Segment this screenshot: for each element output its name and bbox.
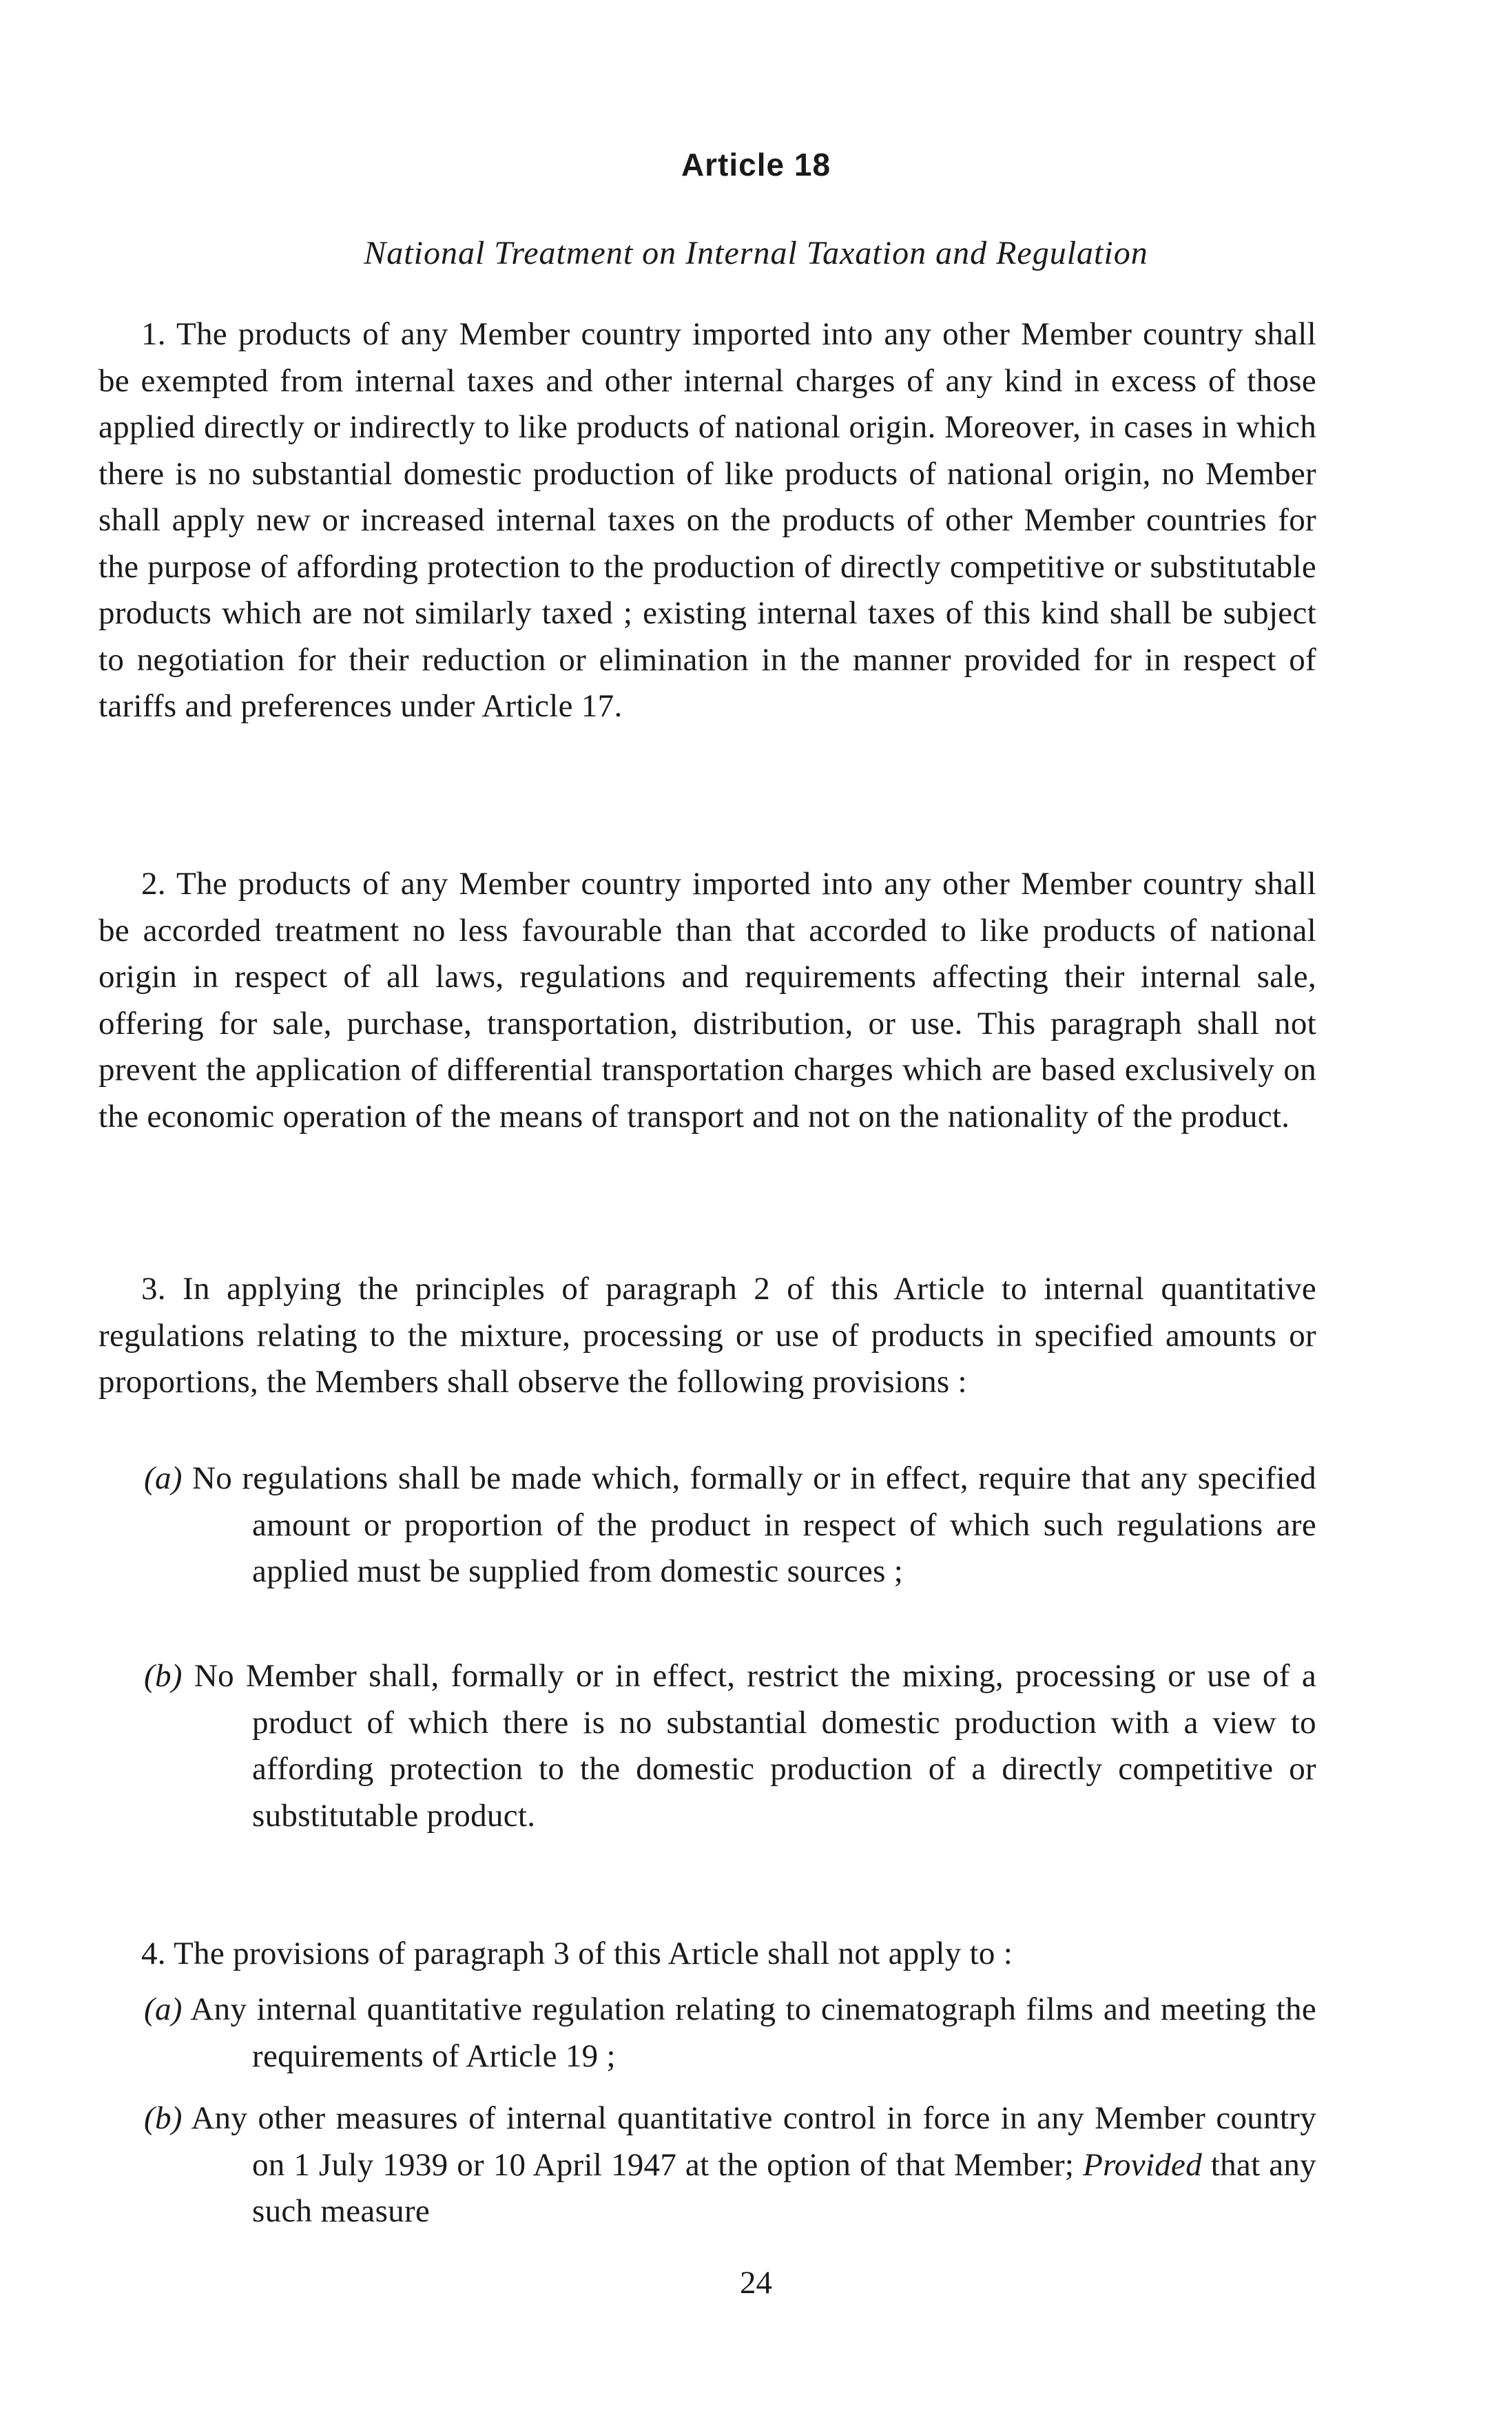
paragraph-3a [99, 1455, 1316, 1595]
paragraph-4a-label: (a) [144, 1991, 183, 2027]
paragraph-4-text: 4. The provisions of paragraph 3 of this Article shall not apply to : [141, 1936, 1013, 1971]
paragraph-4b-text-end: that any such measure [252, 2146, 1316, 2229]
paragraph-4 [99, 1931, 1316, 1978]
paragraph-1-text: 1. The products of any Member country imported into any other Member country shall be exempted from internal taxes and other internal charges of any kind in excess of those applied directly or indirectly to like products of national origin. Moreover, in cases in which there is no substantial domestic production of like products of national origin, no Member shall apply new or increased internal taxes on the products of other Member countries for the purpose of affording protection to the production of directly competitive or substitutable products which are not similarly taxed ; existing internal taxes of this kind shall be subject to negotiation for their reduction or elimination in the manner provided for in respect of tariffs and preferences under Article 17. [99, 316, 1316, 724]
paragraph-3a-label: (a) [144, 1460, 183, 1496]
article-subtitle: National Treatment on Internal Taxation and Regulation [364, 235, 1148, 271]
paragraph-3-text: 3. In applying the principles of paragraph 2 of this Article to internal quantitative regulations relating to the mixture, processing or use of products in specified amounts or proportions, the Members shall observe the following provisions : [99, 1271, 1316, 1400]
paragraph-2-text: 2. The products of any Member country imported into any other Member country shall be accorded treatment no less favourable than that accorded to like products of national origin in respect of all laws, regulations and requirements affecting their internal sale, offering for sale, purchase, transportation, distribution, or use. This paragraph shall not prevent the application of differential transportation charges which are based exclusively on the economic operation of the means of transport and not on the nationality of the product. [99, 866, 1316, 1134]
paragraph-3 [99, 1266, 1316, 1406]
paragraph-4a [99, 1987, 1316, 2080]
paragraph-4b-emphasis: Provided [1083, 2146, 1202, 2183]
paragraph-4b-item [99, 2095, 1316, 2235]
page-number: 24 [740, 2265, 772, 2301]
paragraph-3b-text: No Member shall, formally or in effect, restrict the mixing, processing or use of a product of which there is no substantial domestic production with a view to affording protection to the domestic production of a directly competitive or substitutable product. [194, 1658, 1316, 1834]
paragraph-4a-item [99, 1987, 1316, 2080]
paragraph-4b-text-start: Any other measures of internal quantitative control in force in any Member country on 1 July 1939 or 10 April 1947 at the option of that Member; [191, 2100, 1316, 2183]
paragraph-3a-text: No regulations shall be made which, formally or in effect, require that any specified amount or proportion of the product in respect of which such regulations are applied must be supplied from domestic sources ; [192, 1460, 1316, 1589]
paragraph-3b [99, 1653, 1316, 1839]
paragraph-4b [99, 2095, 1316, 2235]
paragraph-4a-text: Any internal quantitative regulation relating to cinematograph films and meeting the requirements of Article 19 ; [190, 1991, 1316, 2074]
paragraph-3b-label: (b) [144, 1658, 183, 1694]
paragraph-4b-label: (b) [144, 2100, 183, 2136]
paragraph-1 [99, 311, 1316, 730]
paragraph-3a-item [99, 1455, 1316, 1595]
paragraph-2 [99, 861, 1316, 1140]
article-title: Article 18 [681, 147, 831, 183]
paragraph-3b-item [99, 1653, 1316, 1839]
